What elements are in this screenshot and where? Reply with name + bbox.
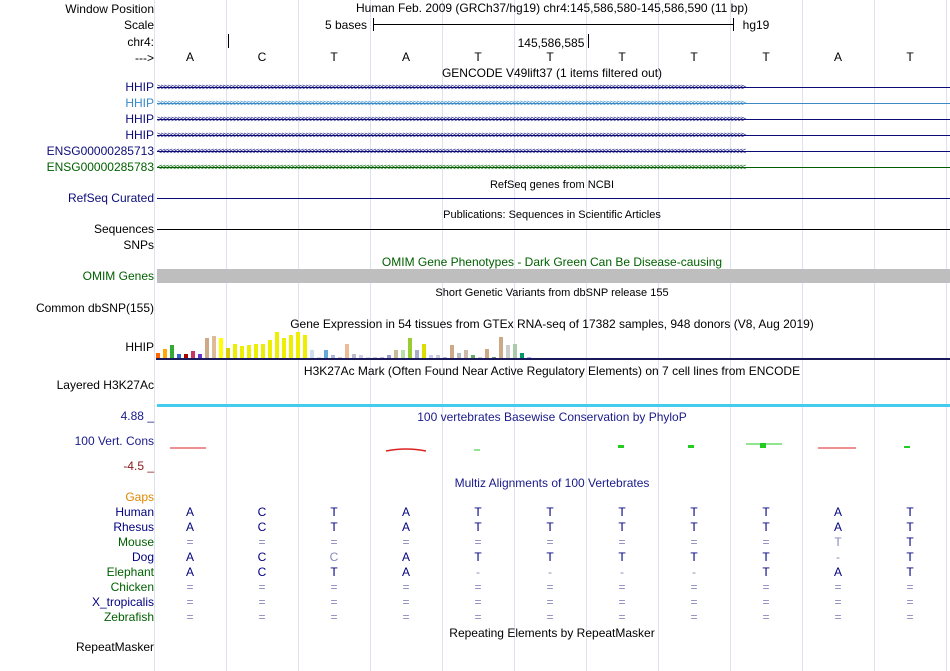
alignment-base: A (185, 550, 195, 564)
scale-text: 5 bases (324, 18, 368, 32)
gtex-tissue-bar[interactable] (240, 346, 244, 358)
phylop-label[interactable]: 100 Vert. Cons (74, 434, 154, 448)
gtex-tissue-bar[interactable] (303, 335, 307, 358)
alignment-base: = (402, 535, 410, 549)
gtex-tissue-bar[interactable] (394, 350, 398, 358)
alignment-base: T (906, 505, 914, 519)
alignment-base: A (185, 520, 195, 534)
scale-bar-left-tick (373, 18, 374, 31)
alignment-base: = (834, 610, 842, 624)
phylop-mark-t3 (688, 445, 694, 448)
alignment-base: = (546, 595, 554, 609)
alignment-base: = (690, 580, 698, 594)
base-letter: C (257, 50, 267, 64)
base-letter: T (762, 50, 770, 64)
gencode-item-label[interactable]: ENSG00000285713 (46, 144, 154, 158)
gtex-tissue-bar[interactable] (254, 344, 258, 358)
gtex-tissue-bar[interactable] (261, 344, 265, 358)
alignment-base: = (618, 595, 626, 609)
phylop-mark-t2 (618, 445, 624, 448)
alignment-base: A (833, 565, 843, 579)
gtex-tissue-bar[interactable] (289, 335, 293, 358)
alignment-base: = (906, 595, 914, 609)
alignment-base: T (690, 520, 698, 534)
gencode-item-label[interactable]: HHIP (125, 112, 154, 126)
species-label[interactable]: Mouse (117, 535, 154, 549)
alignment-base: = (690, 595, 698, 609)
sequences-line[interactable] (157, 229, 950, 230)
gencode-item-line[interactable]: <<<<<<<<<<<<<<<<<<<<<<<<<<<<<<<<<<<<<<<<<<<<<<<<<<<<<<<<<<<<<<<<<<<<<<<<<<<<<<<<<<<<<<<<<<<<<<<<<<<<<<<<<<<<<<<<<<<<<<<<<<<<<<<<<<<<<<<<<<<<<<<<<<<<<<<<<<<<<<<<<<<<<<<<<< (157, 163, 950, 172)
scale-bar (373, 24, 734, 25)
alignment-base: A (833, 520, 843, 534)
phylop-max: 4.88 _ (120, 409, 154, 423)
alignment-base: T (618, 505, 626, 519)
alignment-base: = (402, 595, 410, 609)
gencode-item-line[interactable]: >>>>>>>>>>>>>>>>>>>>>>>>>>>>>>>>>>>>>>>>>>>>>>>>>>>>>>>>>>>>>>>>>>>>>>>>>>>>>>>>>>>>>>>>>>>>>>>>>>>>>>>>>>>>>>>>>>>>>>>>>>>>>>>>>>>>>>>>>>>>>>>>>>>>>>>>>>>>>>>>>>>>>>>>>> (157, 99, 950, 108)
alignment-base: = (690, 535, 698, 549)
strand-label: ---> (135, 51, 154, 65)
alignment-base: = (906, 610, 914, 624)
base-letter: A (185, 50, 195, 64)
base-boundary-line (154, 0, 155, 671)
gtex-tissue-bar[interactable] (163, 349, 167, 358)
gtex-tissue-bar[interactable] (324, 350, 328, 358)
base-letter: T (618, 50, 626, 64)
alignment-base: = (690, 610, 698, 624)
h3k-title[interactable]: H3K27Ac Mark (Often Found Near Active Regulatory Elements) on 7 cell lines from ENCODE (303, 364, 801, 378)
alignment-base: T (330, 565, 338, 579)
gtex-tissue-bar[interactable] (219, 338, 223, 358)
alignment-base: = (762, 580, 770, 594)
alignment-base: T (330, 505, 338, 519)
alignment-base: T (762, 550, 770, 564)
species-label[interactable]: Elephant (106, 565, 154, 579)
gtex-tissue-bar[interactable] (310, 350, 314, 358)
alignment-base: C (257, 550, 267, 564)
omim-bar[interactable] (157, 269, 950, 283)
alignment-base: = (186, 610, 194, 624)
alignment-base: = (834, 595, 842, 609)
alignment-base: A (401, 550, 411, 564)
alignment-base: - (476, 565, 480, 579)
scale-label: Scale (123, 18, 154, 32)
alignment-base: = (258, 610, 266, 624)
alignment-base: - (836, 550, 840, 564)
alignment-base: T (546, 550, 554, 564)
gtex-tissue-bar[interactable] (233, 344, 237, 358)
species-label[interactable]: Dog (131, 550, 154, 564)
species-label[interactable]: X_tropicalis (91, 595, 154, 609)
gtex-tissue-bar[interactable] (401, 350, 405, 358)
dbsnp-title[interactable]: Short Genetic Variants from dbSNP release 155 (435, 287, 669, 299)
phylop-mark-t4 (760, 443, 766, 448)
phylop-mark-t5 (904, 446, 910, 448)
rmsk-title[interactable]: Repeating Elements by RepeatMasker (449, 626, 655, 640)
alignment-base: = (186, 595, 194, 609)
alignment-base: = (546, 580, 554, 594)
alignment-base: = (330, 535, 338, 549)
alignment-base: A (185, 565, 195, 579)
alignment-base: A (401, 565, 411, 579)
alignment-base: T (690, 550, 698, 564)
alignment-base: = (258, 580, 266, 594)
gtex-tissue-bar[interactable] (506, 345, 510, 358)
alignment-base: = (834, 580, 842, 594)
alignment-base: = (330, 610, 338, 624)
alignment-base: T (906, 520, 914, 534)
alignment-base: A (401, 520, 411, 534)
alignment-base: = (762, 610, 770, 624)
gtex-tissue-bar[interactable] (212, 336, 216, 358)
gtex-tissue-bar[interactable] (226, 348, 230, 358)
window-position-label: Window Position (65, 2, 154, 16)
base-letter: T (690, 50, 698, 64)
species-label[interactable]: Chicken (110, 580, 154, 594)
coord-text: 145,586,585 (517, 36, 585, 50)
h3k-label[interactable]: Layered H3K27Ac (56, 378, 154, 392)
phylop-mark-c (386, 449, 426, 451)
alignment-base: = (186, 580, 194, 594)
gencode-title[interactable]: GENCODE V49lift37 (1 items filtered out) (441, 66, 663, 80)
chrom-label: chr4: (127, 35, 154, 49)
multiz-title[interactable]: Multiz Alignments of 100 Vertebrates (454, 476, 650, 490)
scale-bar-right-tick (733, 18, 734, 31)
gencode-item-label[interactable]: HHIP (125, 96, 154, 110)
ruler-tick-center (588, 34, 589, 48)
alignment-base: A (401, 505, 411, 519)
gtex-tissue-bar[interactable] (464, 350, 468, 358)
alignment-base: A (833, 505, 843, 519)
base-letter: T (330, 50, 338, 64)
alignment-base: = (474, 610, 482, 624)
rmsk-label[interactable]: RepeatMasker (75, 640, 154, 654)
species-label[interactable]: Rhesus (113, 520, 154, 534)
gencode-item-line[interactable]: >>>>>>>>>>>>>>>>>>>>>>>>>>>>>>>>>>>>>>>>>>>>>>>>>>>>>>>>>>>>>>>>>>>>>>>>>>>>>>>>>>>>>>>>>>>>>>>>>>>>>>>>>>>>>>>>>>>>>>>>>>>>>>>>>>>>>>>>>>>>>>>>>>>>>>>>>>>>>>>>>>>>>>>>>> (157, 131, 950, 140)
gtex-tissue-bar[interactable] (275, 332, 279, 358)
gtex-tissue-bar[interactable] (513, 344, 517, 358)
alignment-base: T (762, 520, 770, 534)
gtex-tissue-bar[interactable] (408, 338, 412, 358)
alignment-base: T (546, 505, 554, 519)
gtex-tissue-bar[interactable] (282, 338, 286, 358)
refseq-label[interactable]: RefSeq Curated (67, 191, 154, 205)
alignment-base: = (330, 580, 338, 594)
gtex-tissue-bar[interactable] (247, 345, 251, 358)
alignment-base: T (474, 520, 482, 534)
gencode-item-line[interactable]: >>>>>>>>>>>>>>>>>>>>>>>>>>>>>>>>>>>>>>>>>>>>>>>>>>>>>>>>>>>>>>>>>>>>>>>>>>>>>>>>>>>>>>>>>>>>>>>>>>>>>>>>>>>>>>>>>>>>>>>>>>>>>>>>>>>>>>>>>>>>>>>>>>>>>>>>>>>>>>>>>>>>>>>>>> (157, 115, 950, 124)
gencode-item-label[interactable]: ENSG00000285783 (46, 160, 154, 174)
alignment-base: - (548, 565, 552, 579)
gtex-tissue-bar[interactable] (345, 344, 349, 358)
gtex-label[interactable]: HHIP (125, 340, 154, 354)
base-letter: A (401, 50, 411, 64)
phylop-title[interactable]: 100 vertebrates Basewise Conservation by PhyloP (417, 410, 687, 424)
alignment-base: = (258, 535, 266, 549)
base-letter: T (474, 50, 482, 64)
alignment-base: = (474, 535, 482, 549)
gtex-tissue-bar[interactable] (296, 332, 300, 358)
alignment-base: A (185, 505, 195, 519)
alignment-base: T (618, 550, 626, 564)
alignment-base: = (258, 595, 266, 609)
alignment-base: = (402, 580, 410, 594)
alignment-base: - (692, 565, 696, 579)
phylop-min: -4.5 _ (123, 459, 154, 473)
sequences-label[interactable]: Sequences (93, 222, 154, 236)
gtex-tissue-bar[interactable] (268, 340, 272, 358)
gtex-tissue-bar[interactable] (499, 337, 503, 358)
base-letter: A (833, 50, 843, 64)
gencode-item-line[interactable]: <<<<<<<<<<<<<<<<<<<<<<<<<<<<<<<<<<<<<<<<<<<<<<<<<<<<<<<<<<<<<<<<<<<<<<<<<<<<<<<<<<<<<<<<<<<<<<<<<<<<<<<<<<<<<<<<<<<<<<<<<<<<<<<<<<<<<<<<<<<<<<<<<<<<<<<<<<<<<<<<<<<<<<<<<< (157, 147, 950, 156)
alignment-base: = (474, 595, 482, 609)
gtex-tissue-bar[interactable] (422, 344, 426, 358)
base-letter: T (906, 50, 914, 64)
gtex-tissue-bar[interactable] (485, 349, 489, 358)
gencode-item-label[interactable]: HHIP (125, 80, 154, 94)
gtex-baseline (156, 358, 950, 360)
dbsnp-label[interactable]: Common dbSNP(155) (35, 301, 154, 315)
phylop-signal[interactable] (156, 436, 950, 458)
omim-title[interactable]: OMIM Gene Phenotypes - Dark Green Can Be Disease-causing (381, 255, 723, 269)
alignment-base: = (618, 580, 626, 594)
alignment-base: = (546, 535, 554, 549)
gtex-tissue-bar[interactable] (170, 345, 174, 358)
species-label[interactable]: Human (115, 505, 154, 519)
alignment-base: T (618, 520, 626, 534)
alignment-base: = (618, 610, 626, 624)
alignment-base: T (474, 550, 482, 564)
gencode-item-line[interactable]: >>>>>>>>>>>>>>>>>>>>>>>>>>>>>>>>>>>>>>>>>>>>>>>>>>>>>>>>>>>>>>>>>>>>>>>>>>>>>>>>>>>>>>>>>>>>>>>>>>>>>>>>>>>>>>>>>>>>>>>>>>>>>>>>>>>>>>>>>>>>>>>>>>>>>>>>>>>>>>>>>>>>>>>>>> (157, 83, 950, 92)
alignment-base: = (906, 580, 914, 594)
alignment-base: - (620, 565, 624, 579)
refseq-title[interactable]: RefSeq genes from NCBI (489, 179, 615, 191)
h3k-signal[interactable] (157, 404, 950, 407)
alignment-base: T (906, 550, 914, 564)
assembly-label: hg19 (742, 18, 770, 32)
alignment-base: T (546, 520, 554, 534)
alignment-base: T (834, 535, 842, 549)
refseq-line[interactable] (157, 198, 950, 199)
gtex-tissue-bar[interactable] (191, 351, 195, 358)
alignment-base: T (762, 565, 770, 579)
gaps-label[interactable]: Gaps (125, 490, 154, 504)
gtex-title[interactable]: Gene Expression in 54 tissues from GTEx RNA-seq of 17382 samples, 948 donors (V8, Aug 2019) (290, 317, 814, 331)
position-text: Human Feb. 2009 (GRCh37/hg19) chr4:145,586,580-145,586,590 (11 bp) (355, 1, 749, 15)
alignment-base: = (762, 595, 770, 609)
alignment-base: = (546, 610, 554, 624)
alignment-base: = (618, 535, 626, 549)
ruler-tick-left (228, 34, 229, 48)
gtex-tissue-bar[interactable] (415, 350, 419, 358)
alignment-base: T (330, 520, 338, 534)
alignment-base: C (257, 565, 267, 579)
alignment-base: C (329, 550, 339, 564)
gencode-item-label[interactable]: HHIP (125, 128, 154, 142)
species-label[interactable]: Zebrafish (103, 610, 154, 624)
alignment-base: = (330, 595, 338, 609)
alignment-base: T (762, 505, 770, 519)
alignment-base: C (257, 520, 267, 534)
omim-label[interactable]: OMIM Genes (82, 269, 154, 283)
alignment-base: C (257, 505, 267, 519)
alignment-base: = (762, 535, 770, 549)
gtex-tissue-bar[interactable] (450, 345, 454, 358)
alignment-base: T (690, 505, 698, 519)
alignment-base: T (474, 505, 482, 519)
base-letter: T (546, 50, 554, 64)
snps-label[interactable]: SNPs (123, 238, 154, 252)
alignment-base: = (402, 610, 410, 624)
alignment-base: = (186, 535, 194, 549)
gtex-tissue-bar[interactable] (205, 338, 209, 358)
alignment-base: = (474, 580, 482, 594)
gtex-bars[interactable] (156, 331, 536, 358)
alignment-base: T (906, 565, 914, 579)
pubs-title[interactable]: Publications: Sequences in Scientific Articles (443, 209, 661, 221)
alignment-base: T (906, 535, 914, 549)
